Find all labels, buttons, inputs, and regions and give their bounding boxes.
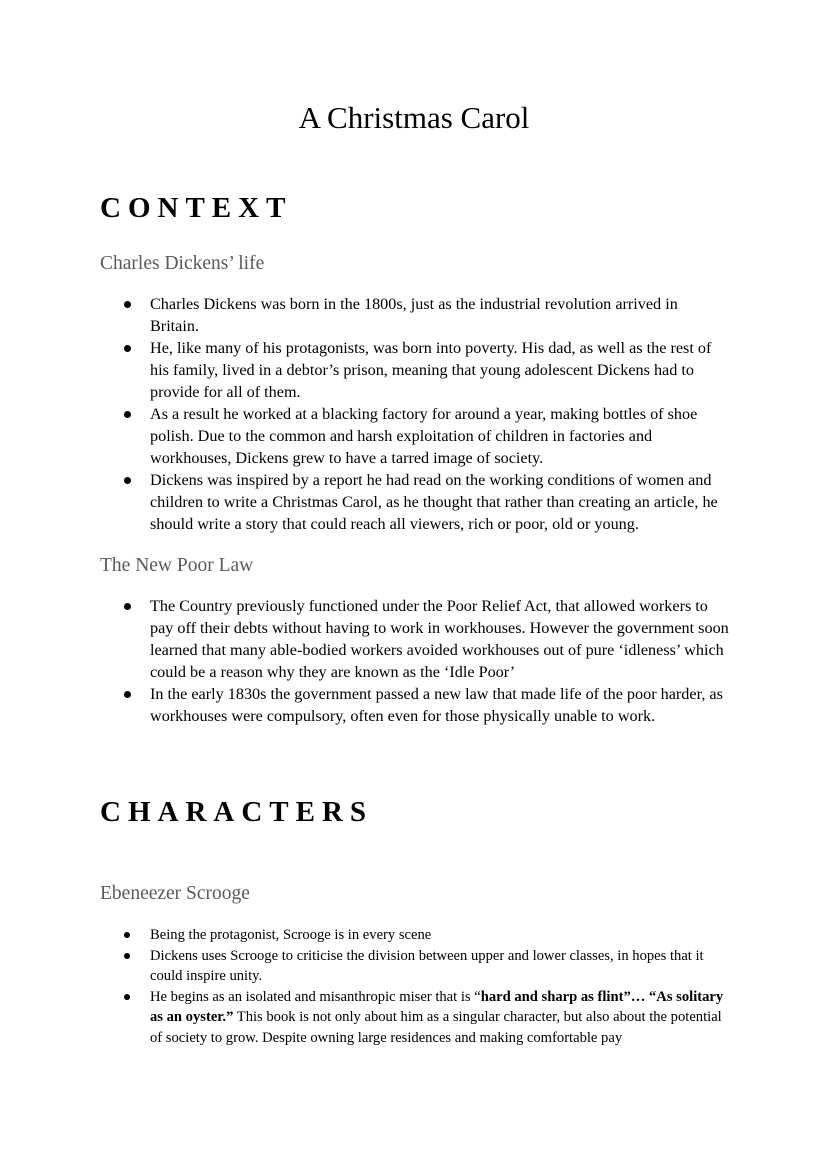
document-title: A Christmas Carol: [298, 100, 530, 135]
list-item: [150, 987, 735, 1049]
list-item: [150, 946, 735, 987]
bullet-icon: [124, 932, 130, 938]
list-item-text-part: He begins as an isolated and misanthropic miser that is “: [150, 988, 481, 1005]
list-item-text: Dickens uses Scrooge to criticise the division between upper and lower classes, in hopes that it could inspire unity.: [150, 947, 704, 984]
list-item-text: The Country previously functioned under the Poor Relief Act, that allowed workers to pay off their debts without having to work in workhouses. However the government soon learned that many able-bodied workers avoided workhouses out of pure ‘idleness’ which could be a reason why they are known as the ‘Idle Poor’: [150, 597, 729, 681]
bullet-icon: [124, 603, 131, 610]
bullet-icon: [124, 301, 131, 308]
list-item: [150, 683, 730, 727]
dickens-life-list: [150, 293, 730, 535]
list-item: [150, 293, 730, 337]
bullet-icon: [124, 345, 131, 352]
characters-heading: CHARACTERS: [100, 796, 374, 828]
poor-law-subheading: The New Poor Law: [100, 555, 254, 576]
list-item: [150, 595, 730, 683]
list-item-text: In the early 1830s the government passed a new law that made life of the poor harder, as workhouses were compulsory, often even for those physically unable to work.: [150, 685, 723, 725]
quote-text: hard and sharp as flint”… “As solitary as an oyster.”: [150, 988, 724, 1025]
scrooge-list: [150, 925, 735, 1048]
list-item-text-part: This book is not only about him as a singular character, but also about the potential of society to grow. Despite owning large residences and making comfortable pay: [150, 1009, 722, 1046]
list-item-text: He, like many of his protagonists, was born into poverty. His dad, as well as the rest of his family, lived in a debtor’s prison, meaning that young adolescent Dickens had to provide for all of them.: [150, 339, 712, 401]
poor-law-list: [150, 595, 730, 727]
bullet-icon: [124, 477, 131, 484]
list-item-text: Dickens was inspired by a report he had read on the working conditions of women and children to write a Christmas Carol, as he thought that rather than creating an article, he should write a story that could reach all viewers, rich or poor, old or young.: [150, 471, 718, 533]
list-item: [150, 403, 730, 469]
bullet-icon: [124, 953, 130, 959]
bullet-icon: [124, 691, 131, 698]
list-item-text: Charles Dickens was born in the 1800s, just as the industrial revolution arrived in Britain.: [150, 295, 678, 335]
list-item: [150, 469, 730, 535]
bullet-icon: [124, 411, 131, 418]
dickens-life-subheading: Charles Dickens’ life: [100, 253, 265, 274]
list-item-text: Being the protagonist, Scrooge is in every scene: [150, 927, 432, 943]
scrooge-subheading: Ebeneezer Scrooge: [100, 883, 250, 904]
list-item: [150, 925, 735, 946]
list-item-text: As a result he worked at a blacking factory for around a year, making bottles of shoe polish. Due to the common and harsh exploitation of children in factories and workhouses, Dickens grew to have a tarred image of society.: [150, 405, 698, 467]
context-heading: CONTEXT: [100, 192, 293, 224]
list-item: [150, 337, 730, 403]
bullet-icon: [124, 994, 130, 1000]
